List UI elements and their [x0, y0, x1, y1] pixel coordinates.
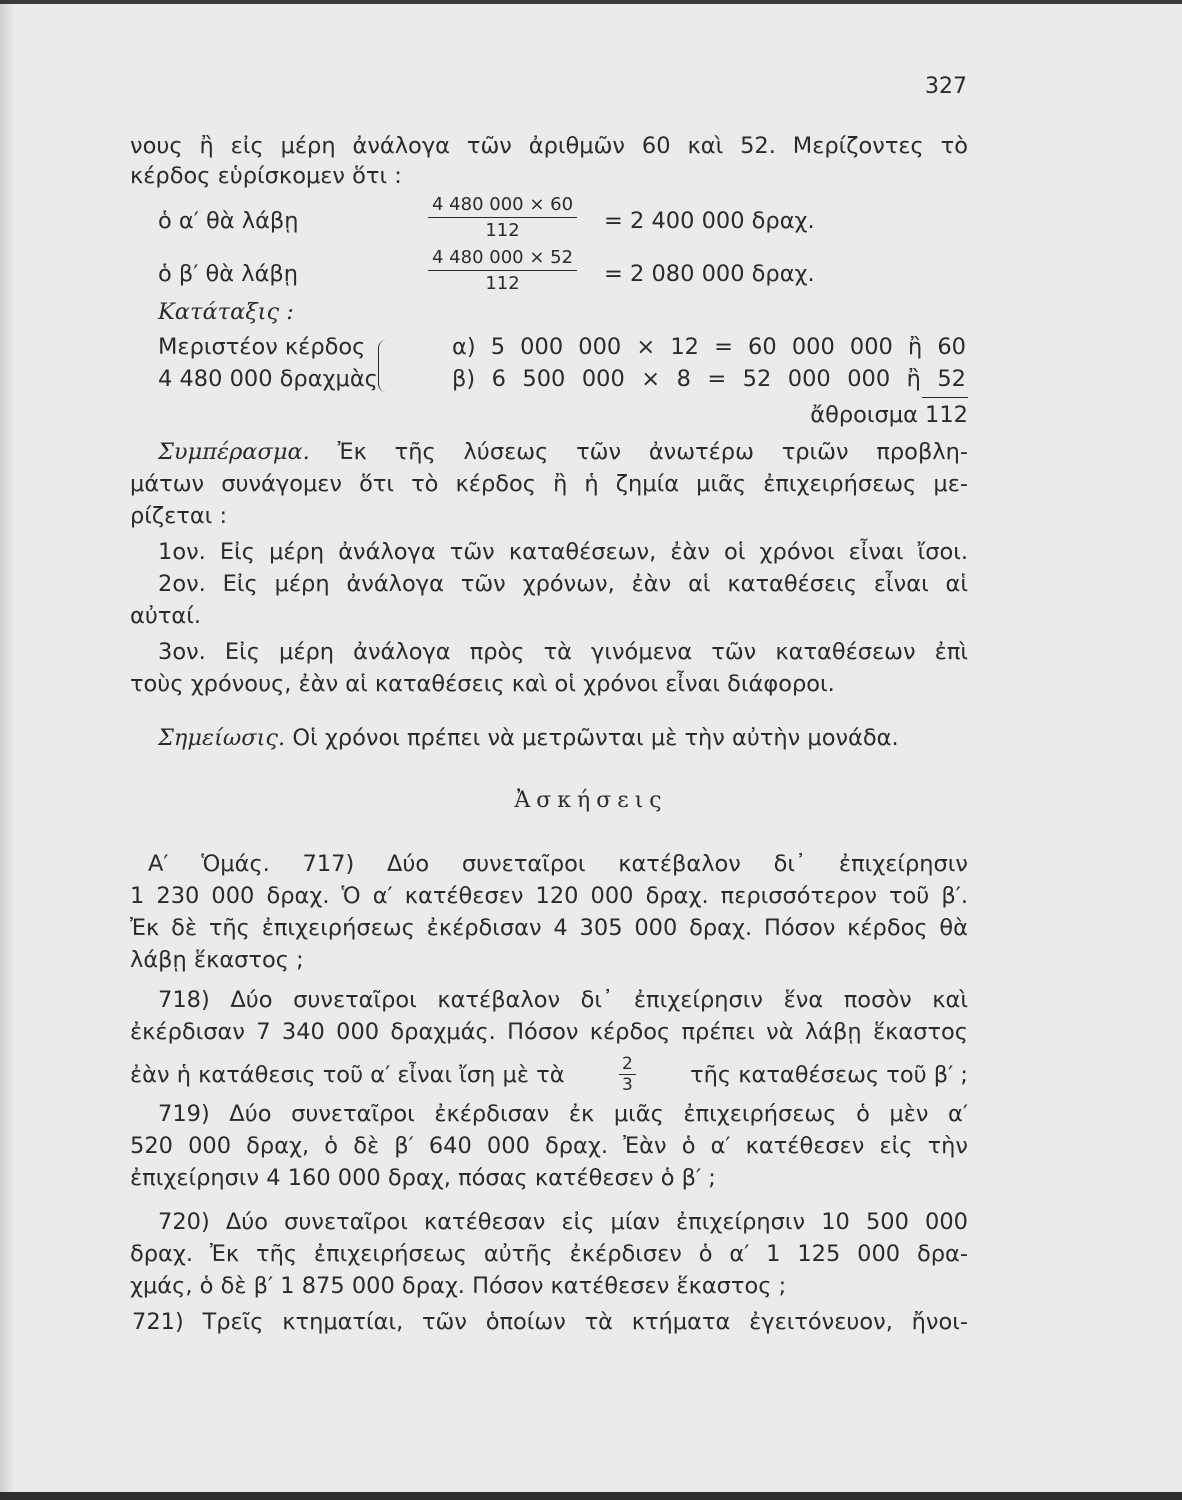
arrangement-left-2: 4 480 000 δραχμὰς	[158, 366, 378, 392]
exercise-717-line-4: λάβῃ ἕκαστος ;	[130, 947, 304, 973]
page-number: 327	[925, 74, 967, 99]
exercise-718-frac-numerator: 2	[619, 1054, 636, 1075]
formula-b-result: = 2 080 000 δραχ.	[604, 261, 815, 287]
rule-3-line-2: τοὺς χρόνους, ἐὰν αἱ καταθέσεις καὶ οἱ χρόνοι εἶναι διάφοροι.	[130, 671, 835, 697]
exercise-718-line-3	[130, 1054, 968, 1095]
exercise-718-frac-denominator: 3	[621, 1075, 633, 1095]
formula-a-denominator: 112	[485, 220, 520, 241]
arrangement-row-b: β) 6 500 000 × 8 = 52 000 000 ἢ 52	[452, 366, 966, 392]
conclusion-text-1: Ἐκ τῆς λύσεως τῶν ἀνωτέρω τριῶν προβλη-	[337, 439, 968, 465]
exercise-718-fraction	[619, 1054, 636, 1095]
arrangement-title: Κατάταξις :	[158, 299, 294, 325]
intro-line-1: νους ἢ εἰς μέρη ἀνάλογα τῶν ἀριθμῶν 60 καὶ 52. Μερίζοντες τὸ	[130, 133, 968, 159]
page-shadow	[0, 0, 14, 1500]
note-text: Οἱ χρόνοι πρέπει νὰ μετρῶνται μὲ τὴν αὐτὴν μονάδα.	[292, 725, 899, 751]
exercise-720-line-3: χμάς, ὁ δὲ β′ 1 875 000 δραχ. Πόσον κατέθεσεν ἕκαστος ;	[130, 1273, 787, 1299]
exercise-718-line-2: ἐκέρδισαν 7 340 000 δραχμάς. Πόσον κέρδος πρέπει νὰ λάβῃ ἕκαστος	[130, 1019, 968, 1045]
rule-2-line-2: αὐταί.	[130, 603, 201, 629]
conclusion-line-1	[158, 436, 968, 468]
exercise-717-line-2: 1 230 000 δραχ. Ὁ α′ κατέθεσεν 120 000 δραχ. περισσότερον τοῦ β′.	[130, 883, 968, 909]
exercise-718-text-a: ἐὰν ἡ κατάθεσις τοῦ α′ εἶναι ἴση μὲ τὰ	[130, 1061, 565, 1088]
scan-top-edge	[0, 0, 1182, 4]
exercise-717-line-1: Α′ Ὁμάς. 717) Δύο συνεταῖροι κατέβαλον δι᾽ ἐπιχείρησιν	[148, 851, 968, 877]
exercise-719-line-1: 719) Δύο συνεταῖροι ἐκέρδισαν ἐκ μιᾶς ἐπιχειρήσεως ὁ μὲν α′	[158, 1101, 968, 1127]
exercises-heading: Ἀσκήσεις	[514, 788, 668, 813]
arrangement-sum: ἄθροισμα 112	[810, 402, 968, 428]
formula-b-label: ὁ β′ θὰ λάβῃ	[158, 261, 299, 287]
formula-a-fraction	[428, 194, 577, 241]
rule-1: 1ον. Εἰς μέρη ἀνάλογα τῶν καταθέσεων, ἐὰν οἱ χρόνοι εἶναι ἴσοι.	[158, 539, 968, 565]
arrangement-left-1: Μεριστέον κέρδος	[158, 334, 366, 360]
conclusion-label: Συμπέρασμα.	[158, 439, 310, 465]
arrangement-brace	[378, 340, 389, 392]
exercise-719-line-3: ἐπιχείρησιν 4 160 000 δραχ, πόσας κατέθεσεν ὁ β′ ;	[130, 1165, 716, 1191]
rule-2-line-1: 2ον. Εἰς μέρη ἀνάλογα τῶν χρόνων, ἐὰν αἱ καταθέσεις εἶναι αἱ	[158, 571, 968, 597]
note-line	[158, 722, 968, 754]
note-label: Σημείωσις.	[158, 725, 286, 751]
exercise-720-line-1: 720) Δύο συνεταῖροι κατέθεσαν εἰς μίαν ἐπιχείρησιν 10 500 000	[158, 1209, 968, 1235]
formula-b-fraction	[428, 247, 577, 294]
formula-a-numerator: 4 480 000 × 60	[428, 194, 577, 218]
exercise-721-line-1: 721) Τρεῖς κτηματίαι, τῶν ὁποίων τὰ κτήματα ἐγειτόνευον, ἤνοι-	[132, 1309, 968, 1335]
exercise-717-line-3: Ἐκ δὲ τῆς ἐπιχειρήσεως ἐκέρδισαν 4 305 000 δραχ. Πόσον κέρδος θὰ	[130, 915, 968, 941]
exercise-720-line-2: δραχ. Ἐκ τῆς ἐπιχειρήσεως αὐτῆς ἐκέρδισεν ὁ α′ 1 125 000 δρα-	[130, 1241, 968, 1267]
scan-bottom-edge	[0, 1492, 1182, 1500]
exercise-718-text-b: τῆς καταθέσεως τοῦ β′ ;	[690, 1061, 968, 1088]
exercise-719-line-2: 520 000 δραχ, ὁ δὲ β′ 640 000 δραχ. Ἐὰν ὁ α′ κατέθεσεν εἰς τὴν	[130, 1133, 968, 1159]
sum-rule	[922, 397, 968, 398]
rule-3-line-1: 3ον. Εἰς μέρη ἀνάλογα πρὸς τὰ γινόμενα τῶν καταθέσεων ἐπὶ	[158, 639, 968, 665]
formula-a-result: = 2 400 000 δραχ.	[604, 208, 815, 234]
formula-b-denominator: 112	[485, 273, 520, 294]
conclusion-line-2: μάτων συνάγομεν ὅτι τὸ κέρδος ἢ ἡ ζημία μιᾶς ἐπιχειρήσεως με-	[130, 471, 968, 497]
formula-b-numerator: 4 480 000 × 52	[428, 247, 577, 271]
exercise-718-line-1: 718) Δύο συνεταῖροι κατέβαλον δι᾽ ἐπιχείρησιν ἕνα ποσὸν καὶ	[158, 987, 968, 1013]
arrangement-row-a: α) 5 000 000 × 12 = 60 000 000 ἢ 60	[452, 334, 966, 360]
intro-line-2: κέρδος εὑρίσκομεν ὅτι :	[130, 163, 402, 189]
conclusion-line-3: ρίζεται :	[130, 503, 228, 529]
formula-a-label: ὁ α′ θὰ λάβῃ	[158, 208, 299, 234]
